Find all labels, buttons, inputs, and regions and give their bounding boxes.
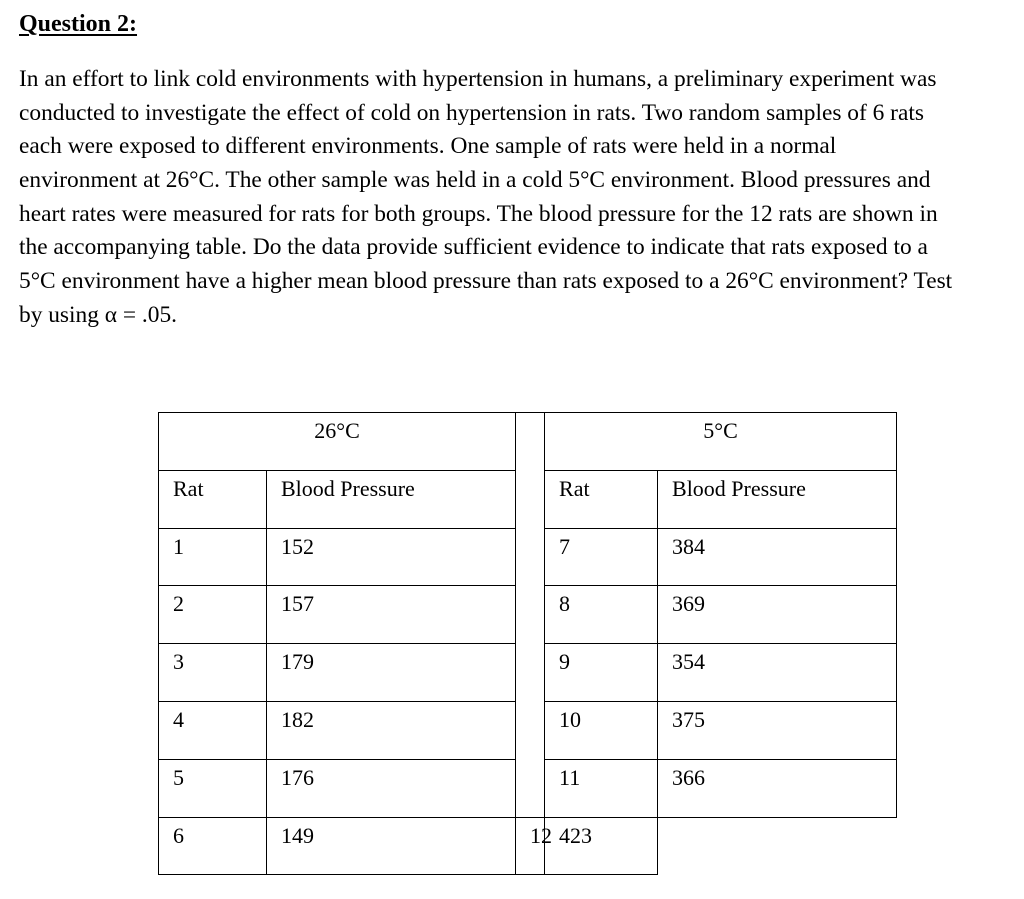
rat-cell: 8 (545, 586, 658, 644)
question-text (19, 63, 1024, 333)
rat-cell: 6 (159, 817, 267, 875)
rat-cell: 9 (545, 644, 658, 702)
rat-cell: 10 (545, 701, 658, 759)
rat-cell: 4 (159, 701, 267, 759)
table-gap-column (516, 413, 545, 818)
question-line: the accompanying table. Do the data provide sufficient evidence to indicate that rats exposed to a (19, 234, 928, 261)
question-line: heart rates were measured for rats for both groups. The blood pressure for the 12 rats are shown in (19, 200, 938, 227)
column-header-rat-left: Rat (159, 470, 267, 528)
question-line: In an effort to link cold environments with hypertension in humans, a preliminary experiment was (19, 66, 937, 92)
rat-cell: 3 (159, 644, 267, 702)
bp-cell: 152 (267, 528, 516, 586)
bp-cell: 384 (658, 528, 897, 586)
column-header-bp-left: Blood Pressure (267, 470, 516, 528)
rat-cell: 2 (159, 586, 267, 644)
rat-cell: 12 (516, 817, 545, 875)
question-line: 5°C environment have a higher mean blood pressure than rats exposed to a 26°C environment? Test (19, 268, 953, 295)
rat-cell: 11 (545, 759, 658, 817)
column-header-bp-right: Blood Pressure (658, 470, 897, 528)
blood-pressure-table (158, 412, 897, 875)
rat-cell: 7 (545, 528, 658, 586)
rat-cell: 5 (159, 759, 267, 817)
group-header-26c: 26°C (159, 413, 516, 471)
bp-cell: 176 (267, 759, 516, 817)
question-heading: Question 2: (19, 11, 138, 37)
bp-cell: 366 (658, 759, 897, 817)
question-line: environment at 26°C. The other sample was held in a cold 5°C environment. Blood pressures and (19, 167, 931, 194)
bp-cell: 423 (545, 817, 658, 875)
bp-cell: 182 (267, 701, 516, 759)
bp-cell: 149 (267, 817, 516, 875)
table-group-header-row (159, 413, 897, 471)
bp-cell: 179 (267, 644, 516, 702)
question-line: by using α = .05. (19, 301, 178, 328)
question-line: each were exposed to different environments. One sample of rats were held in a normal (19, 133, 837, 160)
bp-cell: 369 (658, 586, 897, 644)
question-line: conducted to investigate the effect of cold on hypertension in rats. Two random samples of 6 rats (19, 99, 924, 126)
table-row (159, 817, 897, 875)
bp-cell: 354 (658, 644, 897, 702)
column-header-rat-right: Rat (545, 470, 658, 528)
rat-cell: 1 (159, 528, 267, 586)
bp-cell: 157 (267, 586, 516, 644)
bp-cell: 375 (658, 701, 897, 759)
group-header-5c: 5°C (545, 413, 897, 471)
